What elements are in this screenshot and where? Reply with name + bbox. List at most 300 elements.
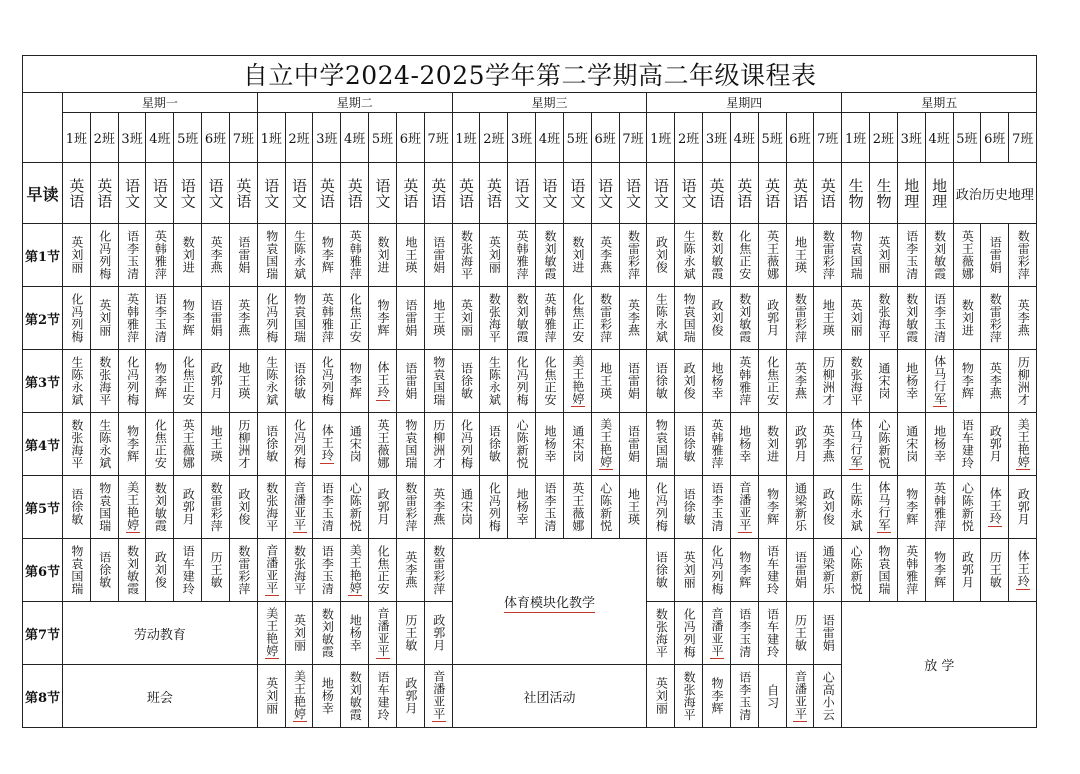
course-cell: 通梁新乐 (814, 539, 842, 602)
class-header: 5班 (563, 113, 591, 163)
early-cell: 英语 (424, 163, 452, 224)
course-cell: 语徐敏 (647, 539, 675, 602)
class-header: 6班 (591, 113, 619, 163)
course-cell: 语雷娟 (981, 224, 1009, 287)
class-header: 1班 (842, 113, 870, 163)
class-header: 4班 (536, 113, 564, 163)
course-text: 音潘亚平 (709, 607, 724, 657)
course-cell: 化焦正安 (369, 539, 397, 602)
course-cell: 语徐敏 (675, 413, 703, 476)
course-cell: 化冯列梅 (90, 224, 118, 287)
course-cell: 语徐敏 (63, 476, 91, 539)
course-cell: 化冯列梅 (257, 287, 285, 350)
course-cell: 地王瑛 (619, 476, 647, 539)
course-cell: 自习 (758, 665, 786, 728)
course-cell (341, 539, 369, 602)
class-header: 2班 (675, 113, 703, 163)
early-cell: 英语 (313, 163, 341, 224)
course-cell (591, 413, 619, 476)
course-cell: 政郭月 (174, 476, 202, 539)
class-meeting-block: 班会 (63, 665, 258, 728)
row-label: 第3节 (23, 350, 63, 413)
course-cell (925, 350, 953, 413)
course-cell: 数刘进 (758, 413, 786, 476)
course-cell: 生陈永斌 (90, 413, 118, 476)
course-cell: 化冯列梅 (647, 476, 675, 539)
course-cell: 政郭月 (758, 287, 786, 350)
course-cell: 数雷彩萍 (424, 539, 452, 602)
course-cell: 地王瑛 (786, 224, 814, 287)
course-cell: 英刘丽 (285, 602, 313, 665)
early-cell: 英语 (341, 163, 369, 224)
course-cell: 数雷彩萍 (981, 287, 1009, 350)
class-header: 2班 (480, 113, 508, 163)
course-cell: 历柳洲才 (1009, 350, 1037, 413)
course-cell: 数张海平 (63, 413, 91, 476)
course-cell: 政郭月 (424, 602, 452, 665)
course-text: 美王艳婷 (125, 481, 140, 531)
class-header: 3班 (703, 113, 731, 163)
course-cell: 数刘进 (563, 224, 591, 287)
course-cell: 化焦正安 (536, 350, 564, 413)
course-text: 音潘亚平 (737, 481, 752, 531)
course-cell: 物袁国瑞 (63, 539, 91, 602)
course-cell: 生陈永斌 (285, 224, 313, 287)
course-cell: 政郭月 (953, 539, 981, 602)
early-cell: 英语 (63, 163, 91, 224)
course-cell (369, 350, 397, 413)
course-cell: 历王敏 (202, 539, 230, 602)
class-header: 7班 (619, 113, 647, 163)
course-cell: 历王敏 (396, 602, 424, 665)
row-label: 第8节 (23, 665, 63, 728)
course-cell (1009, 539, 1037, 602)
course-cell: 地王瑛 (202, 413, 230, 476)
course-cell: 物李辉 (897, 476, 925, 539)
course-cell: 英李燕 (424, 476, 452, 539)
course-cell: 物李辉 (730, 539, 758, 602)
course-cell: 地杨幸 (703, 350, 731, 413)
course-cell: 英韩雅萍 (703, 413, 731, 476)
course-cell: 化冯列梅 (452, 413, 480, 476)
course-cell (786, 665, 814, 728)
course-cell (424, 665, 452, 728)
course-cell: 英韩雅萍 (341, 224, 369, 287)
early-cell: 语文 (174, 163, 202, 224)
course-cell: 英韩雅萍 (146, 224, 174, 287)
course-cell: 语徐敏 (647, 350, 675, 413)
course-cell: 数雷彩萍 (814, 224, 842, 287)
course-cell: 历柳洲才 (814, 350, 842, 413)
course-cell (1009, 413, 1037, 476)
early-cell: 生物 (870, 163, 898, 224)
course-cell: 英刘丽 (842, 287, 870, 350)
course-cell: 语雷娟 (619, 413, 647, 476)
course-cell: 语李玉清 (897, 224, 925, 287)
course-cell: 语李玉清 (536, 476, 564, 539)
course-cell: 英李燕 (202, 224, 230, 287)
class-header: 7班 (814, 113, 842, 163)
course-cell: 政刘俊 (146, 539, 174, 602)
class-header: 2班 (90, 113, 118, 163)
course-cell: 物袁国瑞 (675, 287, 703, 350)
course-cell: 语雷娟 (619, 350, 647, 413)
course-cell: 数张海平 (842, 350, 870, 413)
course-cell: 数雷彩萍 (591, 287, 619, 350)
class-header: 1班 (63, 113, 91, 163)
course-cell (730, 476, 758, 539)
class-header: 2班 (870, 113, 898, 163)
course-cell: 政刘俊 (675, 350, 703, 413)
course-cell: 语雷娟 (786, 539, 814, 602)
course-cell: 语车建玲 (758, 602, 786, 665)
course-cell: 英韩雅萍 (508, 224, 536, 287)
course-cell: 数刘敏霞 (925, 224, 953, 287)
course-cell: 英刘丽 (452, 287, 480, 350)
course-text: 美王艳婷 (292, 670, 307, 720)
course-cell: 数刘敏霞 (508, 287, 536, 350)
course-cell: 数刘敏霞 (146, 476, 174, 539)
row-label: 早读 (23, 163, 63, 224)
course-cell: 地杨幸 (536, 413, 564, 476)
course-cell: 生陈永斌 (480, 350, 508, 413)
course-cell: 通宋岗 (563, 413, 591, 476)
day-header: 星期一 (63, 93, 258, 113)
class-header: 4班 (925, 113, 953, 163)
course-cell: 语雷娟 (396, 287, 424, 350)
class-header: 4班 (341, 113, 369, 163)
course-cell: 地王瑛 (814, 287, 842, 350)
course-cell: 政郭月 (369, 476, 397, 539)
course-cell: 语徐敏 (285, 350, 313, 413)
course-cell: 心高小云 (814, 665, 842, 728)
course-cell: 英刘丽 (480, 224, 508, 287)
course-cell: 数张海平 (647, 602, 675, 665)
course-cell (870, 476, 898, 539)
course-cell: 语车建玲 (369, 665, 397, 728)
course-cell: 地杨幸 (508, 476, 536, 539)
class-header: 5班 (953, 113, 981, 163)
labor-block: 劳动教育 (63, 602, 258, 665)
course-cell: 数刘敏霞 (341, 665, 369, 728)
course-cell: 地王瑛 (591, 350, 619, 413)
course-cell: 政郭月 (396, 665, 424, 728)
course-text: 体王玲 (320, 424, 335, 462)
course-cell: 物李辉 (703, 665, 731, 728)
course-cell: 英刘丽 (90, 287, 118, 350)
early-cell: 语文 (675, 163, 703, 224)
course-cell: 英王薇娜 (369, 413, 397, 476)
course-cell: 生陈永斌 (842, 476, 870, 539)
class-header: 6班 (786, 113, 814, 163)
course-cell: 语李玉清 (730, 665, 758, 728)
early-cell: 地理 (925, 163, 953, 224)
early-cell: 语文 (536, 163, 564, 224)
early-cell: 语文 (508, 163, 536, 224)
early-cell: 语文 (118, 163, 146, 224)
course-cell: 政郭月 (1009, 476, 1037, 539)
course-cell: 化冯列梅 (480, 476, 508, 539)
class-header: 6班 (981, 113, 1009, 163)
course-cell: 语车建玲 (953, 413, 981, 476)
page-title: 自立中学2024-2025学年第二学期高二年级课程表 (23, 56, 1037, 93)
course-cell: 地杨幸 (341, 602, 369, 665)
course-cell: 英韩雅萍 (313, 287, 341, 350)
course-text: 音潘亚平 (793, 670, 808, 720)
early-cell: 生物 (842, 163, 870, 224)
course-cell: 数刘敏霞 (118, 539, 146, 602)
corner-cell (23, 93, 63, 163)
course-cell: 语李玉清 (118, 224, 146, 287)
class-header: 1班 (257, 113, 285, 163)
course-cell: 语李玉清 (313, 476, 341, 539)
course-cell: 化冯列梅 (118, 350, 146, 413)
early-cell: 英语 (730, 163, 758, 224)
early-cell: 英语 (703, 163, 731, 224)
course-cell: 英李燕 (396, 539, 424, 602)
course-cell: 物李辉 (758, 476, 786, 539)
dismiss-block: 放 学 (842, 602, 1037, 728)
early-cell: 英语 (229, 163, 257, 224)
course-cell: 化焦正安 (758, 350, 786, 413)
course-text: 体王玲 (988, 487, 1003, 525)
course-cell: 数刘进 (953, 287, 981, 350)
course-cell: 语车建玲 (758, 539, 786, 602)
class-header: 4班 (730, 113, 758, 163)
early-cell: 英语 (396, 163, 424, 224)
pe-module-text: 体育模块化教学 (503, 596, 595, 611)
course-cell: 英韩雅萍 (536, 287, 564, 350)
course-cell (563, 350, 591, 413)
course-cell: 地王瑛 (396, 224, 424, 287)
course-cell: 物袁国瑞 (870, 539, 898, 602)
row-label: 第7节 (23, 602, 63, 665)
course-cell: 生陈永斌 (63, 350, 91, 413)
course-cell: 英韩雅萍 (118, 287, 146, 350)
course-cell: 语车建玲 (174, 539, 202, 602)
course-cell: 地杨幸 (313, 665, 341, 728)
course-cell: 数雷彩萍 (396, 476, 424, 539)
course-cell: 英王薇娜 (174, 413, 202, 476)
course-cell: 心陈新悦 (953, 476, 981, 539)
pe-module-block (452, 539, 647, 665)
early-cell: 语文 (369, 163, 397, 224)
class-header: 3班 (313, 113, 341, 163)
course-cell: 地王瑛 (229, 350, 257, 413)
course-cell: 物袁国瑞 (90, 476, 118, 539)
course-cell: 英刘丽 (870, 224, 898, 287)
course-text: 美王艳婷 (598, 418, 613, 468)
course-cell: 语徐敏 (480, 413, 508, 476)
day-header: 星期四 (647, 93, 842, 113)
class-header: 2班 (285, 113, 313, 163)
course-cell: 心陈新悦 (591, 476, 619, 539)
class-header: 4班 (146, 113, 174, 163)
course-cell: 通宋岗 (341, 413, 369, 476)
course-text: 体王玲 (1016, 550, 1031, 588)
course-cell: 语徐敏 (257, 413, 285, 476)
course-cell: 生陈永斌 (675, 224, 703, 287)
course-cell: 心陈新悦 (842, 539, 870, 602)
course-cell: 心陈新悦 (508, 413, 536, 476)
course-cell: 英王薇娜 (953, 224, 981, 287)
day-header: 星期三 (452, 93, 647, 113)
course-cell: 物李辉 (925, 539, 953, 602)
timetable (22, 55, 1037, 728)
course-cell: 语李玉清 (313, 539, 341, 602)
early-cell: 英语 (90, 163, 118, 224)
course-cell: 数刘进 (174, 224, 202, 287)
course-cell: 化冯列梅 (675, 602, 703, 665)
course-cell: 化冯列梅 (703, 539, 731, 602)
course-cell (118, 476, 146, 539)
course-cell: 数张海平 (675, 665, 703, 728)
early-cell: 语文 (285, 163, 313, 224)
class-header: 1班 (452, 113, 480, 163)
course-cell: 地杨幸 (925, 413, 953, 476)
course-cell: 化焦正安 (174, 350, 202, 413)
course-cell: 语雷娟 (396, 350, 424, 413)
course-cell: 物李辉 (341, 350, 369, 413)
course-cell: 历柳洲才 (229, 413, 257, 476)
course-cell: 通梁新乐 (786, 476, 814, 539)
course-cell: 数刘进 (369, 224, 397, 287)
course-text: 美王艳婷 (1016, 418, 1031, 468)
course-cell: 数雷彩萍 (202, 476, 230, 539)
course-cell: 化冯列梅 (313, 350, 341, 413)
course-cell: 地王瑛 (424, 287, 452, 350)
course-cell: 物袁国瑞 (647, 413, 675, 476)
course-cell: 数张海平 (257, 476, 285, 539)
course-cell (257, 602, 285, 665)
course-cell: 语李玉清 (730, 602, 758, 665)
course-cell: 英李燕 (591, 224, 619, 287)
course-cell: 语徐敏 (90, 539, 118, 602)
early-cell: 英语 (758, 163, 786, 224)
early-cell: 英语 (814, 163, 842, 224)
course-cell: 英李燕 (1009, 287, 1037, 350)
class-header: 1班 (647, 113, 675, 163)
course-cell (285, 665, 313, 728)
course-cell: 化冯列梅 (63, 287, 91, 350)
course-cell (313, 413, 341, 476)
club-block: 社团活动 (452, 665, 647, 728)
course-cell: 化焦正安 (341, 287, 369, 350)
course-cell (703, 602, 731, 665)
course-text: 体王玲 (376, 361, 391, 399)
course-cell: 历王敏 (981, 539, 1009, 602)
early-cell: 语文 (146, 163, 174, 224)
course-cell: 语徐敏 (675, 476, 703, 539)
course-cell: 语雷娟 (202, 287, 230, 350)
course-text: 美王艳婷 (570, 355, 585, 405)
course-cell (981, 476, 1009, 539)
course-cell: 政刘俊 (229, 476, 257, 539)
course-cell: 地杨幸 (897, 350, 925, 413)
class-header: 5班 (174, 113, 202, 163)
course-cell (369, 602, 397, 665)
course-cell: 化冯列梅 (285, 413, 313, 476)
early-cell: 语文 (647, 163, 675, 224)
class-header: 3班 (897, 113, 925, 163)
early-cell: 地理 (897, 163, 925, 224)
course-text: 音潘亚平 (264, 544, 279, 594)
course-cell: 历王敏 (786, 602, 814, 665)
course-text: 音潘亚平 (431, 670, 446, 720)
early-cell: 英语 (480, 163, 508, 224)
early-cell: 语文 (563, 163, 591, 224)
course-cell: 地杨幸 (730, 413, 758, 476)
course-cell: 英李燕 (786, 350, 814, 413)
course-text: 体马行军 (876, 481, 891, 531)
course-cell: 语徐敏 (452, 350, 480, 413)
course-cell: 英李燕 (814, 413, 842, 476)
course-cell: 心陈新悦 (870, 413, 898, 476)
course-cell: 英王薇娜 (758, 224, 786, 287)
course-cell: 英刘丽 (63, 224, 91, 287)
row-label: 第1节 (23, 224, 63, 287)
course-cell: 物李辉 (953, 350, 981, 413)
course-cell: 通宋岗 (870, 350, 898, 413)
course-cell: 通宋岗 (897, 413, 925, 476)
course-cell: 数张海平 (90, 350, 118, 413)
course-cell: 英李燕 (229, 287, 257, 350)
early-cell: 语文 (619, 163, 647, 224)
course-cell: 英刘丽 (647, 665, 675, 728)
course-cell: 英李燕 (619, 287, 647, 350)
row-label: 第4节 (23, 413, 63, 476)
course-cell: 语雷娟 (814, 602, 842, 665)
early-merged: 政治历史地理 (953, 163, 1037, 224)
course-cell: 英李燕 (981, 350, 1009, 413)
class-header: 3班 (118, 113, 146, 163)
class-header: 3班 (508, 113, 536, 163)
course-cell: 政刘俊 (703, 287, 731, 350)
early-cell: 英语 (786, 163, 814, 224)
course-cell: 化冯列梅 (508, 350, 536, 413)
course-cell (842, 413, 870, 476)
course-cell: 物李辉 (118, 413, 146, 476)
course-cell (257, 539, 285, 602)
class-header: 7班 (424, 113, 452, 163)
day-header: 星期二 (257, 93, 452, 113)
class-header: 6班 (202, 113, 230, 163)
day-header: 星期五 (842, 93, 1037, 113)
course-cell: 语李玉清 (925, 287, 953, 350)
class-header: 7班 (229, 113, 257, 163)
course-cell: 物袁国瑞 (285, 287, 313, 350)
class-header: 5班 (758, 113, 786, 163)
class-header: 6班 (396, 113, 424, 163)
course-cell: 语雷娟 (229, 224, 257, 287)
class-header: 5班 (369, 113, 397, 163)
course-cell: 物李辉 (313, 224, 341, 287)
course-text: 体马行军 (932, 355, 947, 405)
course-cell: 英韩雅萍 (730, 350, 758, 413)
course-cell: 物李辉 (369, 287, 397, 350)
early-cell: 语文 (202, 163, 230, 224)
course-cell: 生陈永斌 (257, 350, 285, 413)
row-label: 第6节 (23, 539, 63, 602)
course-cell: 心陈新悦 (341, 476, 369, 539)
course-cell: 物袁国瑞 (396, 413, 424, 476)
course-cell: 生陈永斌 (647, 287, 675, 350)
course-cell: 化焦正安 (146, 413, 174, 476)
course-cell: 数刘敏霞 (897, 287, 925, 350)
early-cell: 英语 (452, 163, 480, 224)
course-cell: 物李辉 (174, 287, 202, 350)
course-cell: 政郭月 (202, 350, 230, 413)
